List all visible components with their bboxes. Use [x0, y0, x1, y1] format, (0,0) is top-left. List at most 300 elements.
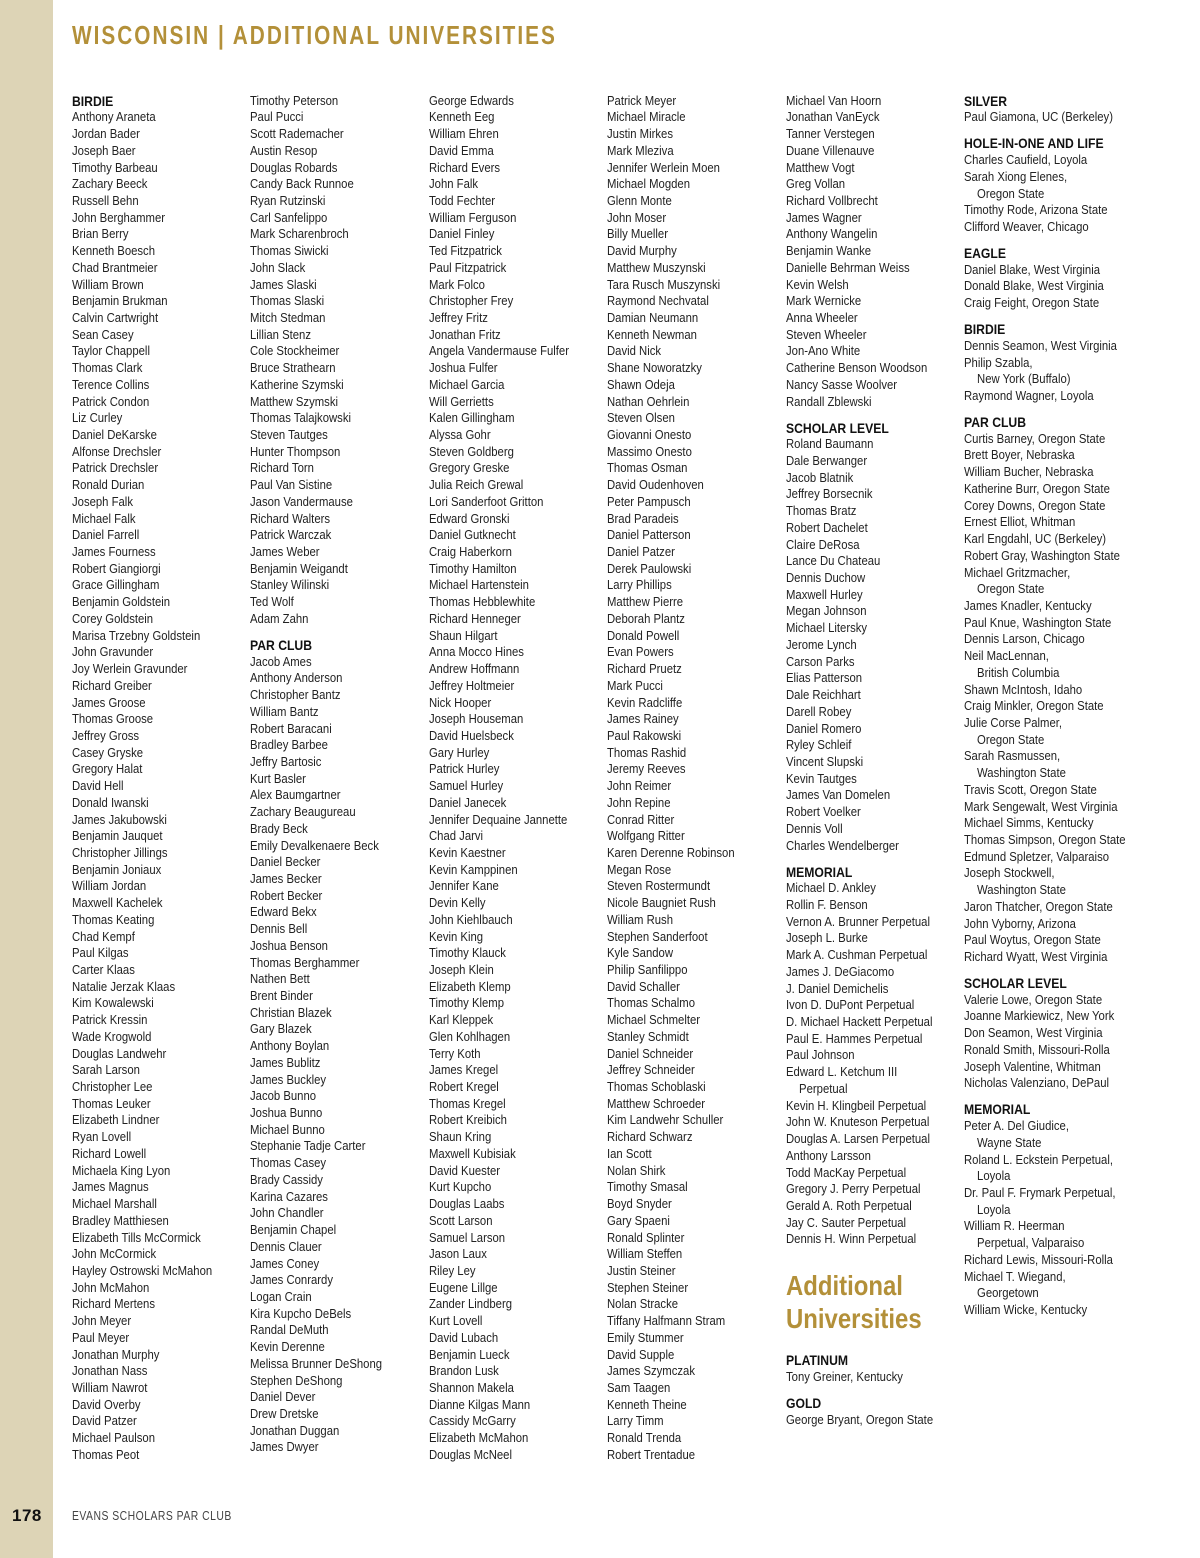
name-entry [250, 787, 424, 804]
entry-text: David Hell [72, 778, 124, 794]
name-entry [786, 394, 960, 411]
name-entry [964, 899, 1138, 916]
honor-level-block [964, 321, 1138, 405]
name-entry [607, 644, 781, 661]
entry-text: Jennifer Werlein Moen [607, 159, 720, 175]
entry-text: James Van Domelen [786, 787, 891, 803]
entry-text: Michael Garcia [429, 376, 505, 392]
name-entry [786, 1148, 960, 1165]
entry-text: Donald Iwanski [72, 794, 149, 810]
name-entry [786, 553, 960, 570]
entry-text: Stephen Sanderfoot [607, 928, 708, 944]
name-entry [72, 210, 246, 227]
name-entry [607, 1079, 781, 1096]
name-entry [607, 277, 781, 294]
name-entry [429, 1363, 603, 1380]
page-number: 178 [12, 1506, 42, 1525]
entry-text: Richard Henneger [429, 610, 521, 626]
name-entry [786, 1114, 960, 1131]
name-entry [429, 1163, 603, 1180]
name-entry [429, 327, 603, 344]
name-entry [72, 1179, 246, 1196]
entry-text: Thomas Schalmo [607, 995, 696, 1011]
name-entry [429, 93, 603, 110]
name-entry [250, 921, 424, 938]
name-entry [429, 845, 603, 862]
name-entry [786, 470, 960, 487]
name-entry [72, 828, 246, 845]
entry-text: Daniel Schneider [607, 1045, 694, 1061]
name-entry [964, 447, 1138, 464]
name-entry [607, 109, 781, 126]
name-entry [964, 832, 1138, 849]
name-entry [72, 912, 246, 929]
entry-text: Jeffry Bartosic [250, 753, 322, 769]
entry-text: Karen Derenne Robinson [607, 844, 735, 860]
entry-text: Christian Blazek [250, 1004, 332, 1020]
name-entry [72, 1163, 246, 1180]
name-entry [72, 1046, 246, 1063]
entry-text: Kevin Kaestner [429, 844, 506, 860]
entry-text: Thomas Clark [72, 360, 143, 376]
entry-text: Todd MacKay Perpetual [786, 1164, 907, 1180]
name-entry [429, 460, 603, 477]
name-entry [429, 477, 603, 494]
name-entry [250, 1272, 424, 1289]
entry-text: Damian Neumann [607, 309, 699, 325]
name-entry [250, 955, 424, 972]
entry-text: Nathen Bett [250, 971, 310, 987]
name-entry [429, 109, 603, 126]
entry-text: Thomas Berghammer [250, 954, 360, 970]
entry-text: Paul Fitzpatrick [429, 259, 507, 275]
name-entry [607, 594, 781, 611]
name-entry [429, 1313, 603, 1330]
entry-continuation: Oregon State [977, 581, 1045, 597]
entry-text: Brent Binder [250, 988, 313, 1004]
name-entry [72, 410, 246, 427]
name-entry [429, 360, 603, 377]
entry-text: Drew Dretske [250, 1405, 319, 1421]
section-heading: BIRDIE [72, 92, 114, 109]
entry-text: Julie Corse Palmer, [964, 714, 1063, 730]
name-entry [786, 637, 960, 654]
name-entry [607, 1230, 781, 1247]
name-entry [964, 514, 1138, 531]
entry-text: Carter Klaas [72, 962, 135, 977]
entry-text: Dennis H. Winn Perpetual [786, 1231, 917, 1247]
entry-text: Justin Steiner [607, 1262, 676, 1278]
entry-text: Richard Greiber [72, 677, 152, 693]
name-entry [607, 360, 781, 377]
entry-text: Dennis Seamon, West Virginia [964, 337, 1117, 353]
name-entry [607, 561, 781, 578]
entry-text: Chad Jarvi [429, 828, 484, 844]
entry-text: Boyd Snyder [607, 1196, 672, 1212]
entry-text: Craig Haberkorn [429, 544, 512, 560]
name-entry [964, 949, 1138, 966]
name-entry [72, 594, 246, 611]
entry-text: Ted Wolf [250, 594, 294, 610]
name-entry [607, 962, 781, 979]
entry-text: David Schaller [607, 978, 680, 994]
name-entry [429, 260, 603, 277]
name-entry [250, 654, 424, 671]
name-entry [786, 704, 960, 721]
name-entry [964, 615, 1138, 632]
name-entry [607, 828, 781, 845]
name-entry [607, 895, 781, 912]
entry-text: Dennis Duchow [786, 570, 866, 586]
entry-text: Benjamin Joniaux [72, 861, 162, 877]
entry-text: James Groose [72, 694, 146, 710]
name-entry [964, 1252, 1138, 1269]
entry-text: Samuel Hurley [429, 778, 504, 794]
entry-text: Lori Sanderfoot Gritton [429, 493, 544, 509]
entry-text: Don Seamon, West Virginia [964, 1025, 1103, 1041]
name-entry [964, 799, 1138, 816]
entry-text: Michael Miracle [607, 109, 686, 125]
name-entry [964, 262, 1138, 279]
entry-text: James Fourness [72, 544, 156, 560]
entry-text: John Meyer [72, 1313, 132, 1329]
entry-text: Jacob Ames [250, 653, 312, 669]
entry-text: Paul Meyer [72, 1329, 130, 1345]
name-entry [786, 687, 960, 704]
name-entry [964, 152, 1138, 169]
entry-text: William Jordan [72, 878, 147, 894]
entry-text: Glenn Monte [607, 192, 672, 208]
name-entry [786, 1047, 960, 1064]
name-entry [72, 377, 246, 394]
name-entry [964, 278, 1138, 295]
entry-text: Matthew Vogt [786, 159, 855, 175]
name-entry [72, 460, 246, 477]
entry-text: Christopher Bantz [250, 687, 341, 703]
entry-text: Patrick Drechsler [72, 460, 159, 476]
name-entry [429, 577, 603, 594]
name-entry [250, 260, 424, 277]
name-entry [786, 771, 960, 788]
name-entry [964, 1269, 1138, 1302]
entry-continuation: Perpetual, Valparaiso [977, 1235, 1085, 1251]
name-entry [250, 611, 424, 628]
entry-text: Justin Mirkes [607, 126, 673, 142]
entry-text: Mitch Stedman [250, 309, 326, 325]
entry-text: William Nawrot [72, 1379, 148, 1395]
name-entry [607, 1430, 781, 1447]
name-entry [429, 1213, 603, 1230]
name-entry [72, 1263, 246, 1280]
name-entry [429, 711, 603, 728]
entry-text: Ted Fitzpatrick [429, 243, 502, 259]
entry-text: Thomas Keating [72, 911, 155, 927]
entry-text: Kevin Derenne [250, 1339, 325, 1355]
entry-text: Mark Scharenbroch [250, 226, 349, 242]
name-entry [429, 761, 603, 778]
name-entry [786, 277, 960, 294]
entry-text: Nathan Oehrlein [607, 393, 690, 409]
entry-text: Kurt Lovell [429, 1313, 483, 1329]
entry-text: John McCormick [72, 1246, 157, 1262]
name-entry [250, 561, 424, 578]
entry-text: Charles Caufield, Loyola [964, 152, 1088, 168]
entry-text: Daniel Romero [786, 720, 862, 736]
entry-text: Mark Wernicke [786, 293, 862, 309]
name-entry [607, 343, 781, 360]
entry-text: Steven Tautges [250, 427, 328, 442]
name-entry [250, 293, 424, 310]
name-entry [786, 897, 960, 914]
name-entry [250, 93, 424, 110]
entry-text: Timothy Peterson [250, 92, 339, 108]
name-entry [429, 427, 603, 444]
entry-text: Robert Giangiorgi [72, 560, 161, 576]
name-entry [964, 338, 1138, 355]
name-entry [607, 1062, 781, 1079]
honor-level-block [786, 1395, 960, 1428]
name-entry [964, 481, 1138, 498]
entry-text: James Conrardy [250, 1272, 333, 1288]
entry-text: Robert Becker [250, 887, 323, 903]
entry-text: Thomas Siwicki [250, 243, 329, 259]
name-entry [964, 1059, 1138, 1076]
name-entry [786, 930, 960, 947]
entry-text: George Bryant, Oregon State [786, 1411, 934, 1427]
entry-text: Brandon Lusk [429, 1363, 499, 1379]
entry-text: George Edwards [429, 92, 514, 108]
entry-text: Brett Boyer, Nebraska [964, 447, 1075, 463]
name-entry [607, 1096, 781, 1113]
name-entry [964, 388, 1138, 405]
entry-text: Timothy Rode, Arizona State [964, 202, 1108, 218]
entry-text: Robert Trentadue [607, 1446, 696, 1462]
entry-text: Elizabeth Tills McCormick [72, 1229, 201, 1245]
entry-text: John Repine [607, 794, 671, 810]
name-entry [607, 1196, 781, 1213]
name-entry [964, 1075, 1138, 1092]
name-entry [786, 1412, 960, 1429]
entry-text: Karl Kleppek [429, 1012, 494, 1028]
entry-text: Douglas A. Larsen Perpetual [786, 1131, 930, 1147]
entry-text: James Wagner [786, 209, 862, 225]
entry-text: James Knadler, Kentucky [964, 597, 1092, 613]
name-entry [72, 761, 246, 778]
name-entry [429, 410, 603, 427]
name-entry [429, 644, 603, 661]
name-entry [250, 310, 424, 327]
entry-text: Ernest Elliot, Whitman [964, 514, 1076, 530]
name-entry [72, 628, 246, 645]
name-entry [250, 193, 424, 210]
entry-text: Jacob Bunno [250, 1088, 317, 1104]
entry-text: Paul Knue, Washington State [964, 614, 1112, 630]
entry-text: Casey Gryske [72, 744, 144, 760]
name-entry [250, 804, 424, 821]
entry-text: Edmund Spletzer, Valparaiso [964, 848, 1110, 864]
name-entry [607, 126, 781, 143]
entry-text: Maxwell Hurley [786, 586, 863, 602]
entry-text: Danielle Behrman Weiss [786, 259, 910, 275]
entry-text: Douglas Laabs [429, 1196, 505, 1212]
entry-text: John Gravunder [72, 644, 154, 660]
entry-text: Russell Behn [72, 192, 139, 208]
entry-text: Zachary Beeck [72, 176, 148, 192]
entry-text: Massimo Onesto [607, 443, 692, 459]
name-entry [786, 537, 960, 554]
name-entry [72, 494, 246, 511]
name-entry [607, 1447, 781, 1464]
entry-text: Thomas Rashid [607, 744, 687, 760]
entry-text: Craig Minkler, Oregon State [964, 698, 1104, 714]
entry-text: Roland L. Eckstein Perpetual, [964, 1151, 1114, 1167]
entry-text: Daniel Blake, West Virginia [964, 261, 1101, 277]
name-entry [429, 1112, 603, 1129]
entry-text: Michael Bunno [250, 1121, 325, 1137]
entry-text: Raymond Wagner, Loyola [964, 388, 1094, 404]
entry-text: Michael Litersky [786, 620, 868, 636]
name-entry [250, 670, 424, 687]
name-entry [964, 1218, 1138, 1251]
entry-text: Hayley Ostrowski McMahon [72, 1262, 213, 1278]
name-entry [250, 1322, 424, 1339]
entry-text: Nicholas Valenziano, DePaul [964, 1075, 1110, 1091]
name-entry [250, 737, 424, 754]
entry-text: Terry Koth [429, 1045, 481, 1061]
entry-text: D. Michael Hackett Perpetual [786, 1014, 933, 1030]
entry-text: Benjamin Lueck [429, 1346, 510, 1362]
name-entry [429, 828, 603, 845]
name-entry [429, 1129, 603, 1146]
entry-text: Steven Olsen [607, 410, 675, 426]
name-entry [72, 1062, 246, 1079]
entry-text: Tiffany Halfmann Stram [607, 1313, 726, 1329]
entry-text: Jennifer Dequaine Jannette [429, 811, 568, 827]
name-entry [429, 594, 603, 611]
entry-text: David Emma [429, 142, 494, 158]
name-entry [72, 176, 246, 193]
name-entry [786, 1064, 960, 1097]
entry-text: David Overby [72, 1396, 141, 1412]
name-entry [72, 728, 246, 745]
name-entry [786, 754, 960, 771]
section-heading: PLATINUM [786, 1352, 849, 1369]
entry-text: Thomas Groose [72, 711, 154, 727]
entry-text: David Lubach [429, 1329, 499, 1345]
name-entry [72, 845, 246, 862]
name-entry [786, 327, 960, 344]
name-entry [786, 453, 960, 470]
entry-text: John Reimer [607, 778, 672, 794]
name-entry [607, 745, 781, 762]
entry-text: Curtis Barney, Oregon State [964, 430, 1106, 446]
entry-text: James Weber [250, 544, 320, 560]
name-entry [250, 1055, 424, 1072]
name-entry [786, 143, 960, 160]
entry-text: Carl Sanfelippo [250, 209, 328, 225]
name-entry [786, 293, 960, 310]
entry-text: Jason Laux [429, 1246, 487, 1262]
entry-text: Michael Mogden [607, 176, 690, 192]
name-entry [964, 631, 1138, 648]
entry-text: Mark Sengewalt, West Virginia [964, 798, 1118, 814]
entry-text: Daniel Finley [429, 226, 495, 242]
entry-text: Corey Goldstein [72, 610, 154, 626]
entry-text: Hunter Thompson [250, 443, 341, 459]
entry-text: Jeffrey Fritz [429, 309, 488, 325]
name-entry [964, 1025, 1138, 1042]
name-entry [250, 377, 424, 394]
entry-text: Ronald Splinter [607, 1229, 685, 1245]
entry-text: Thomas Casey [250, 1155, 327, 1171]
name-entry [72, 527, 246, 544]
entry-text: Richard Lowell [72, 1145, 147, 1161]
entry-text: Darell Robey [786, 703, 852, 719]
name-entry [72, 260, 246, 277]
name-entry [250, 394, 424, 411]
entry-text: Timothy Hamilton [429, 560, 517, 576]
name-entry [250, 1005, 424, 1022]
name-entry [429, 929, 603, 946]
entry-text: Thomas Slaski [250, 293, 325, 309]
name-entry [429, 1380, 603, 1397]
name-entry [786, 981, 960, 998]
name-entry [72, 193, 246, 210]
section-heading: SCHOLAR LEVEL [786, 419, 889, 436]
entry-text: Paul Giamona, UC (Berkeley) [964, 109, 1113, 125]
entry-text: Kalen Gillingham [429, 410, 515, 426]
name-entry [786, 1215, 960, 1232]
entry-text: Ronald Durian [72, 477, 145, 493]
entry-text: David Nick [607, 343, 662, 359]
name-entry [72, 1079, 246, 1096]
name-entry [250, 1256, 424, 1273]
name-entry [607, 310, 781, 327]
entry-text: Elizabeth McMahon [429, 1430, 529, 1446]
entry-text: Gary Spaeni [607, 1212, 670, 1228]
name-entry [250, 210, 424, 227]
name-entry [786, 1131, 960, 1148]
entry-text: Shaun Kring [429, 1129, 492, 1145]
entry-text: James Jakubowski [72, 811, 167, 827]
name-entry [964, 682, 1138, 699]
name-entry [786, 193, 960, 210]
entry-text: Stephen DeShong [250, 1372, 343, 1388]
name-entry [72, 444, 246, 461]
entry-text: Thomas Schoblaski [607, 1079, 706, 1095]
entry-text: Patrick Warczak [250, 527, 332, 543]
name-entry [429, 377, 603, 394]
name-entry [607, 1347, 781, 1364]
entry-text: Elizabeth Klemp [429, 978, 511, 994]
name-entry [250, 277, 424, 294]
name-entry [964, 916, 1138, 933]
name-entry [429, 1447, 603, 1464]
entry-text: Ryan Rutzinski [250, 192, 326, 208]
entry-text: Liz Curley [72, 410, 123, 426]
name-entry [429, 343, 603, 360]
entry-continuation: Oregon State [977, 185, 1045, 201]
name-entry [72, 1146, 246, 1163]
name-entry [250, 1088, 424, 1105]
entry-text: Corey Downs, Oregon State [964, 497, 1106, 513]
entry-text: Michael Falk [72, 510, 136, 526]
entry-text: John McMahon [72, 1279, 150, 1295]
name-entry [607, 193, 781, 210]
entry-text: John W. Knuteson Perpetual [786, 1114, 930, 1130]
name-entry [250, 511, 424, 528]
name-entry [429, 1413, 603, 1430]
